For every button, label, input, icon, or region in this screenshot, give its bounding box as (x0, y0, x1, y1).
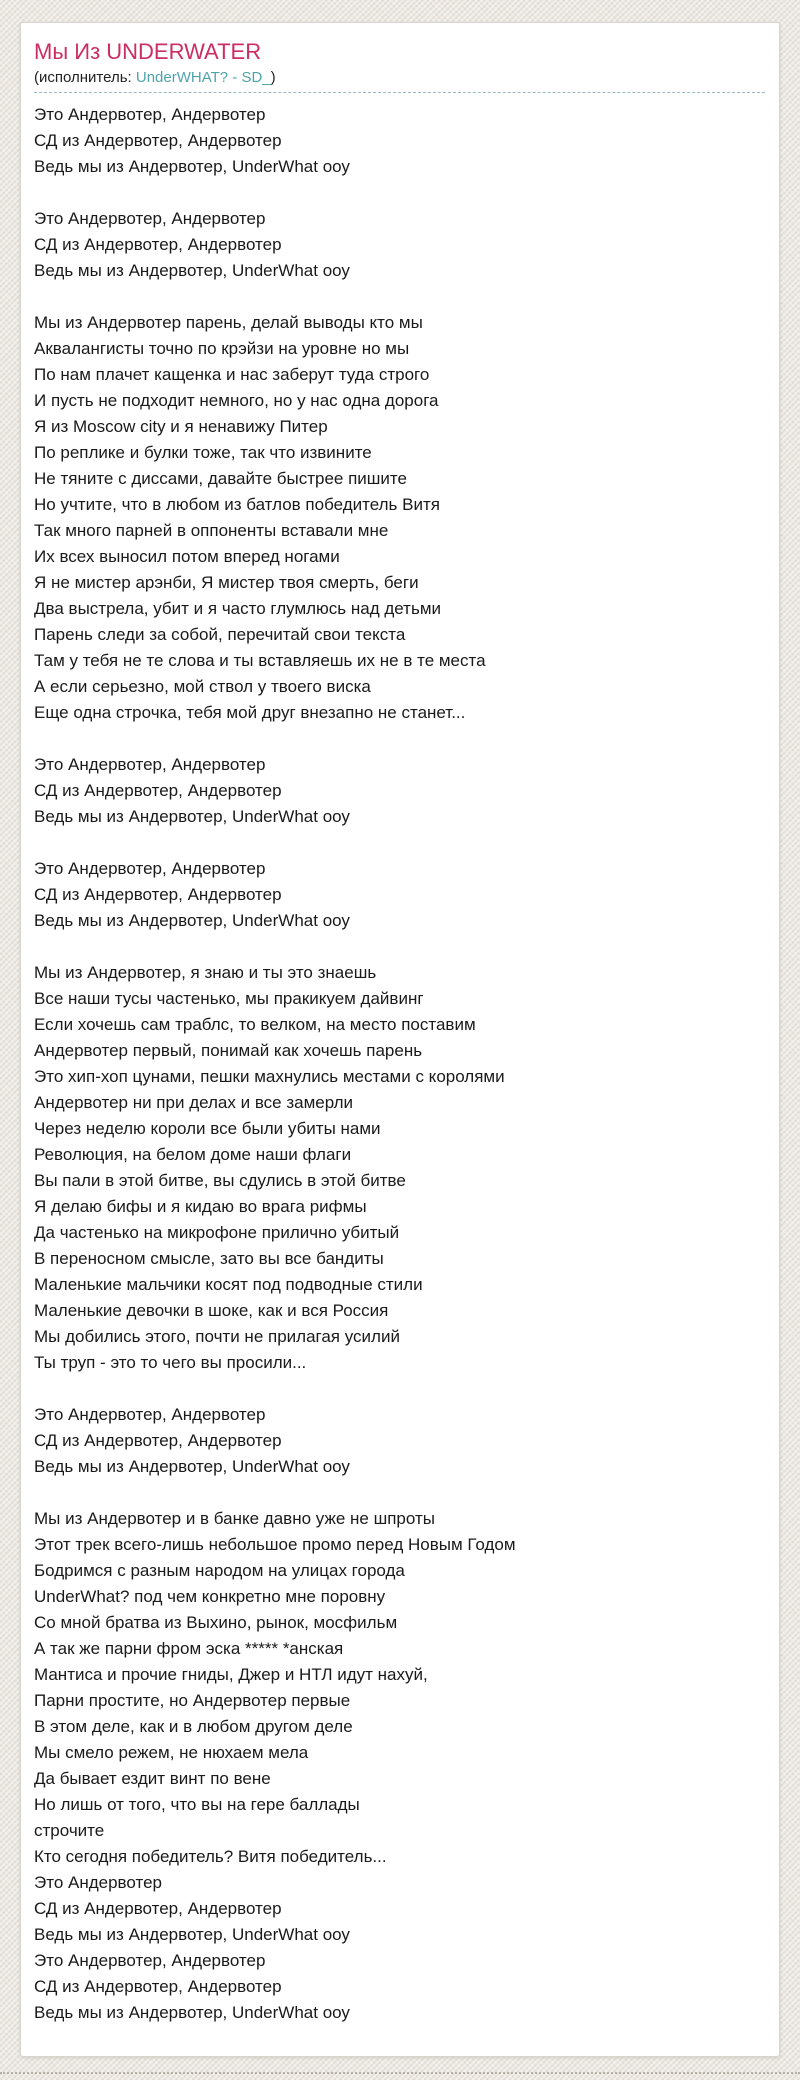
artist-link[interactable]: UnderWHAT? - SD_ (135, 69, 271, 86)
bottom-dotted-divider (0, 2072, 800, 2074)
artist-line-suffix: ) (270, 69, 276, 86)
artist-line (34, 68, 765, 93)
lyrics-card (20, 22, 780, 2057)
page-title: Мы Из UNDERWATER (34, 39, 262, 64)
artist-label: (исполнитель: (34, 69, 136, 86)
lyrics-text: Это Андервотер, Андервотер СД из Андервотер, Андервотер Ведь мы из Андервотер, UnderWhat ооу Это Андервотер, Андервотер СД из Андервотер, Андервотер Ведь мы из Андервотер, UnderWhat ооу Мы из Андервотер парень, делай выводы кто мы Аквалангисты точно по крэйзи на уровне но мы По нам плачет кащенка и нас заберут туда строго И пусть не подходит немного, но у нас одна дорога Я из Moscow city и я ненавижу Питер По реплике и булки тоже, так что извините Не тяните с диссами, давайте быстрее пишите Но учтите, что в любом из батлов победитель Витя Так много парней в оппоненты вставали мне Их всех выносил потом вперед ногами Я не мистер арэнби, Я мистер твоя смерть, беги Два выстрела, убит и я часто глумлюсь над детьми Парень следи за собой, перечитай свои текста Там у тебя не те слова и ты вставляешь их не в те места А если серьезно, мой ствол у твоего виска Еще одна строчка, тебя мой друг внезапно не станет... Это Андервотер, Андервотер СД из Андервотер, Андервотер Ведь мы из Андервотер, UnderWhat ооу Это Андервотер, Андервотер СД из Андервотер, Андервотер Ведь мы из Андервотер, UnderWhat ооу Мы из Андервотер, я знаю и ты это знаешь Все наши тусы частенько, мы пракикуем дайвинг Если хочешь сам траблс, то велком, на место поставим Андервотер первый, понимай как хочешь парень Это хип-хоп цунами, пешки махнулись местами с королями Андервотер ни при делах и все замерли Через неделю короли все были убиты нами Революция, на белом доме наши флаги Вы пали в этой битве, вы сдулись в этой битве Я делаю бифы и я кидаю во врага рифмы Да частенько на микрофоне прилично убитый В переносном смысле, зато вы все бандиты Маленькие мальчики косят под подводные стили Маленькие девочки в шоке, как и вся Россия Мы добились этого, почти не прилагая усилий Ты труп - это то чего вы просили... Это Андервотер, Андервотер СД из Андервотер, Андервотер Ведь мы из Андервотер, UnderWhat ооу Мы из Андервотер и в банке давно уже не шпроты Этот трек всего-лишь небольшое промо перед Новым Годом Бодримся с разным народом на улицах города UnderWhat? под чем конкретно мне поровну Со мной братва из Выхино, рынок, мосфильм А так же парни фром эска ***** *анская Мантиса и прочие гниды, Джер и НТЛ идут нахуй, Парни простите, но Андервотер первые В этом деле, как и в любом другом деле Мы смело режем, не нюхаем мела Да бывает ездит винт по вене Но лишь от того, что вы на гере баллады строчите Кто сегодня победитель? Витя победитель... Это Андервотер СД из Андервотер, Андервотер Ведь мы из Андервотер, UnderWhat ооу Это Андервотер, Андервотер СД из Андервотер, Андервотер Ведь мы из Андервотер, UnderWhat ооу (34, 105, 516, 2022)
